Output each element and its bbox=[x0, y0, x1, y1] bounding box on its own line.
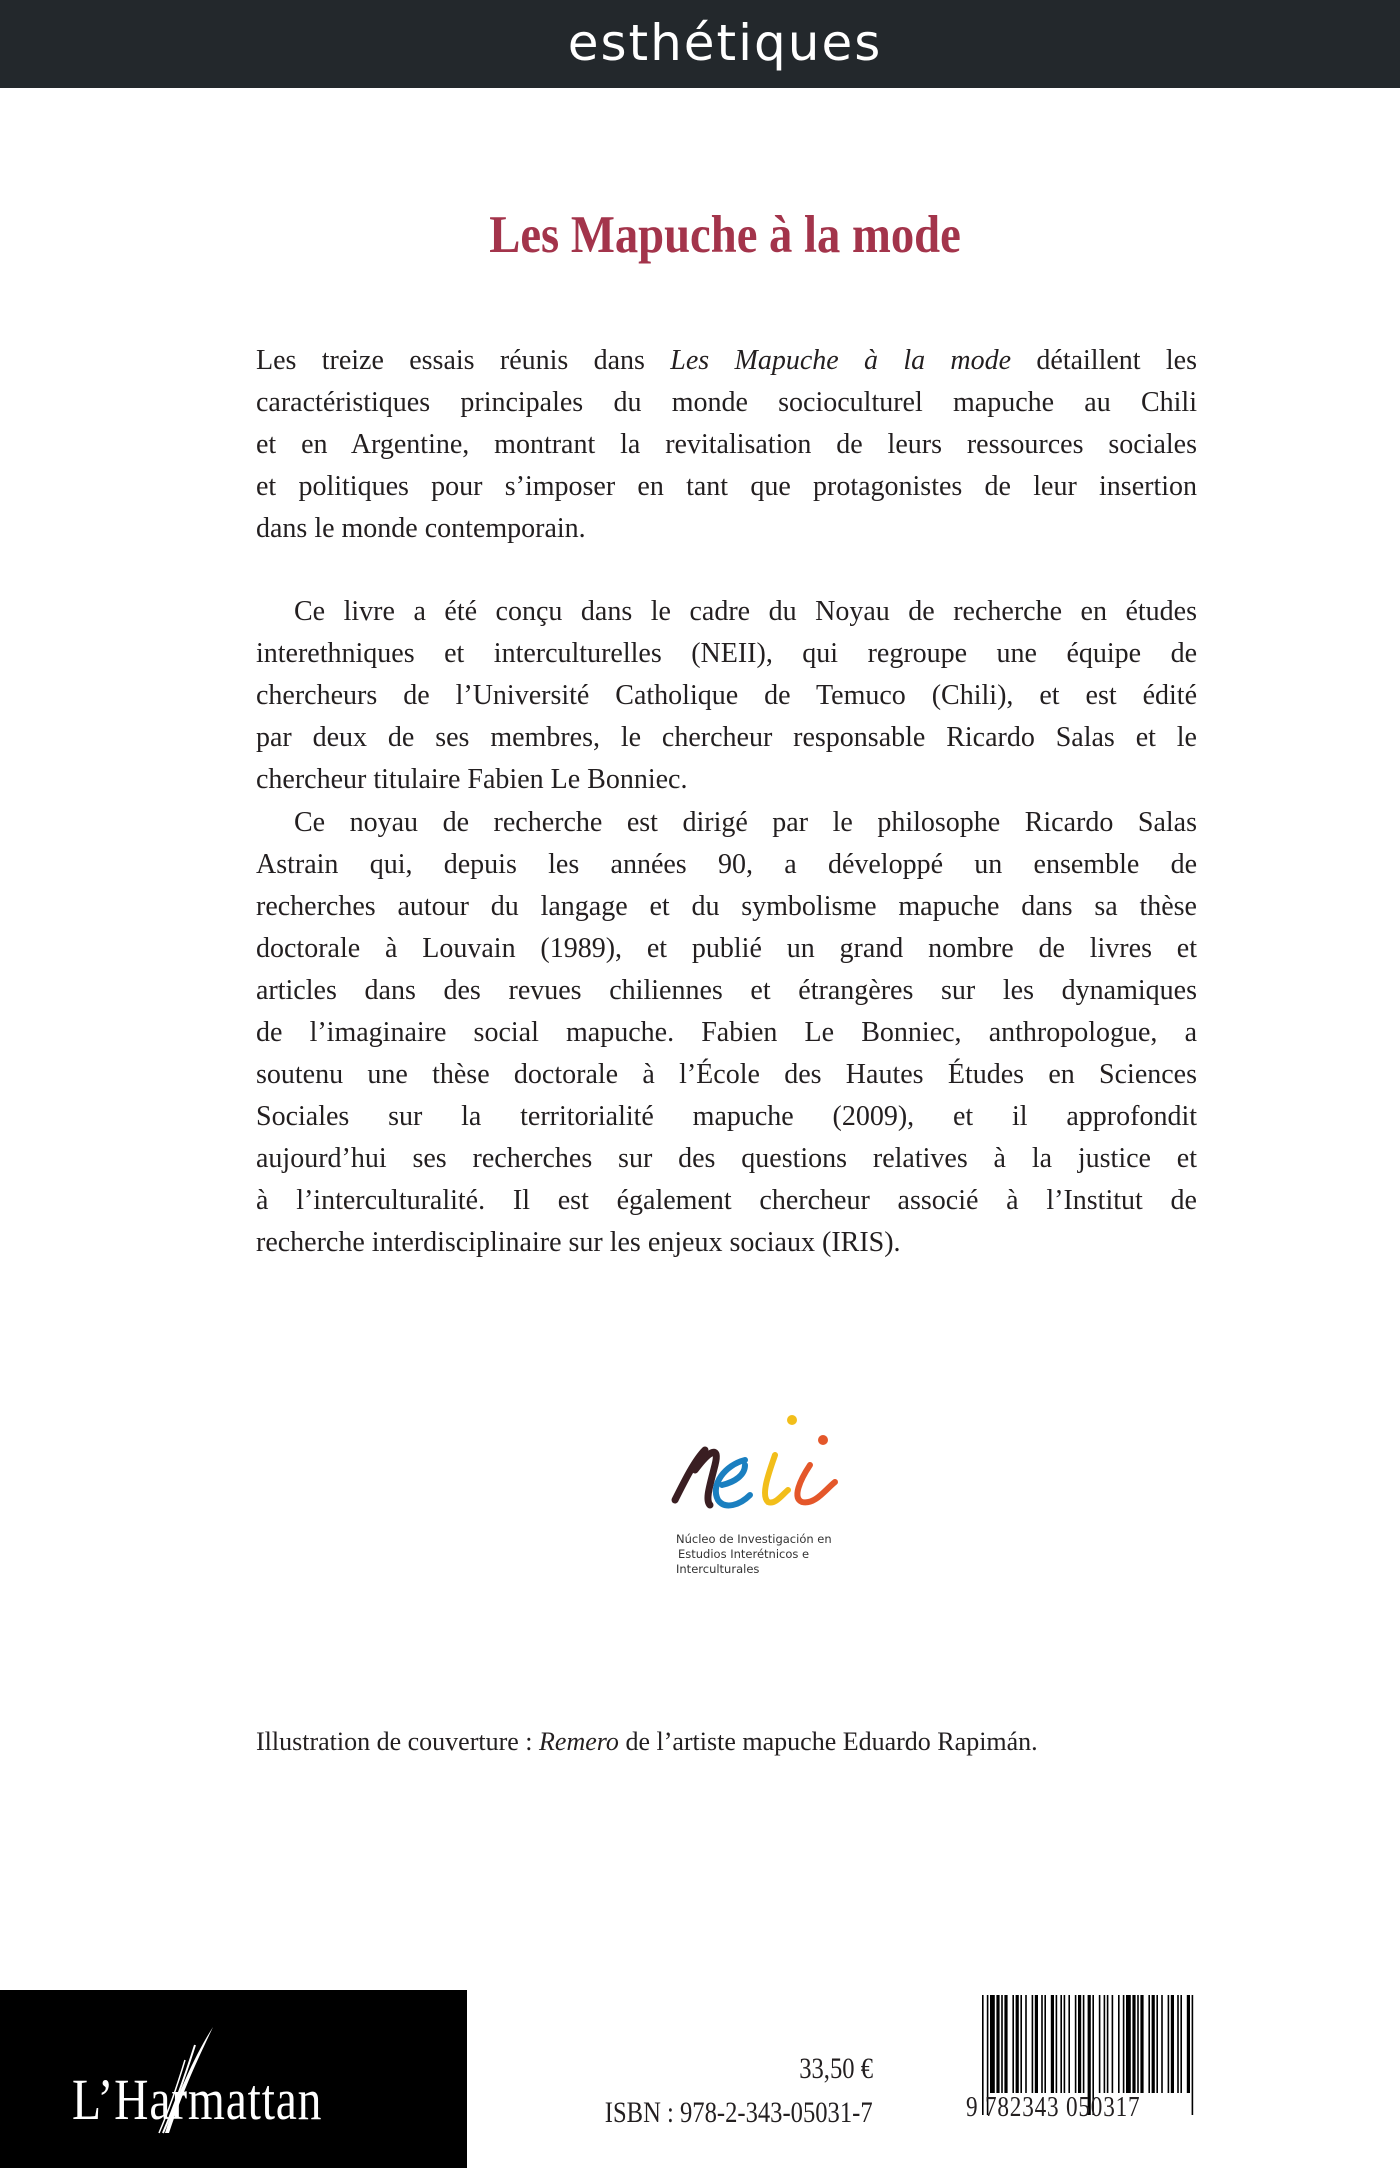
text-line: interethniques et interculturelles (NEII), qui regroupe une équipe de bbox=[256, 638, 1197, 669]
barcode-bar bbox=[1035, 1995, 1038, 2093]
neii-caption bbox=[676, 1532, 832, 1577]
barcode-bar bbox=[1168, 1995, 1170, 2093]
text: détaillent les bbox=[1011, 345, 1198, 376]
barcode-bar bbox=[1016, 1995, 1019, 2093]
barcode-bar bbox=[1187, 1995, 1190, 2093]
barcode-bar bbox=[1056, 1995, 1058, 2093]
book-title-italic: Les Mapuche à la mode bbox=[670, 345, 1012, 376]
barcode-bar bbox=[1148, 1995, 1150, 2093]
barcode-digits: 9 782343 050317 bbox=[966, 2091, 1141, 2123]
barcode-bar bbox=[1068, 1995, 1070, 2093]
caption-line: Estudios Interétnicos e bbox=[678, 1547, 810, 1561]
barcode-bar bbox=[1156, 1995, 1158, 2093]
text-line: doctorale à Louvain (1989), et publié un grand nombre de livres et bbox=[256, 933, 1197, 964]
barcode-bar bbox=[1132, 1995, 1135, 2093]
artwork-title: Remero bbox=[539, 1727, 619, 1756]
barcode-bar bbox=[1044, 1995, 1046, 2093]
book-title: Les Mapuche à la mode bbox=[489, 206, 961, 264]
text-line: et politiques pour s’imposer en tant que protagonistes de leur insertion bbox=[256, 471, 1197, 502]
text-line: aujourd’hui ses recherches sur des questions relatives à la justice et bbox=[256, 1143, 1197, 1174]
barcode-bar bbox=[1171, 1995, 1174, 2093]
text-line: Ce noyau de recherche est dirigé par le philosophe Ricardo Salas bbox=[294, 807, 1197, 838]
barcode-bar bbox=[1161, 1995, 1163, 2093]
text-line: caractéristiques principales du monde socioculturel mapuche au Chili bbox=[256, 387, 1197, 418]
caption-line: Núcleo de Investigación en bbox=[676, 1532, 832, 1546]
price: 33,50 € bbox=[799, 2052, 873, 2085]
barcode-bar bbox=[1078, 1995, 1081, 2093]
barcode-bar bbox=[1020, 1995, 1022, 2093]
text-line: et en Argentine, montrant la revitalisation de leurs ressources sociales bbox=[256, 429, 1197, 460]
barcode-bar bbox=[1180, 1995, 1182, 2093]
barcode-bar bbox=[1107, 1995, 1109, 2093]
barcode-bar bbox=[1064, 1995, 1066, 2093]
barcode-bar bbox=[1041, 1995, 1043, 2093]
barcode-bar bbox=[1051, 1995, 1054, 2093]
barcode-bar bbox=[1123, 1995, 1125, 2093]
barcode-bar bbox=[1075, 1995, 1077, 2093]
text-line: dans le monde contemporain. bbox=[256, 513, 586, 544]
text-line: par deux de ses membres, le chercheur responsable Ricardo Salas et le bbox=[256, 722, 1197, 753]
paragraph-summary bbox=[256, 340, 1197, 550]
text-line: Astrain qui, depuis les années 90, a développé un ensemble de bbox=[256, 849, 1197, 880]
barcode-bar bbox=[990, 1995, 995, 2093]
text: de l’artiste mapuche Eduardo Rapimán. bbox=[618, 1727, 1038, 1756]
barcode-bar bbox=[1012, 1995, 1014, 2093]
barcode-bar bbox=[1083, 1995, 1085, 2093]
barcode-bar bbox=[1177, 1995, 1179, 2093]
barcode-bar bbox=[1104, 1995, 1106, 2093]
series-name: esthétiques bbox=[567, 14, 883, 72]
series-band bbox=[0, 0, 1400, 88]
paragraph-authors bbox=[256, 802, 1197, 1264]
text-line bbox=[256, 340, 1197, 382]
barcode-bar bbox=[1112, 1995, 1114, 2093]
barcode-bar bbox=[1126, 1995, 1131, 2093]
text-line: Sociales sur la territorialité mapuche (2009), et il approfondit bbox=[256, 1101, 1197, 1132]
barcode-bar bbox=[1060, 1995, 1062, 2093]
barcode bbox=[966, 1995, 1197, 2123]
barcode-bar bbox=[1032, 1995, 1034, 2093]
publisher-logo bbox=[0, 1990, 467, 2168]
barcode-bar bbox=[1001, 1995, 1003, 2093]
barcode-bar bbox=[1192, 1995, 1194, 2115]
caption-line: Interculturales bbox=[676, 1562, 760, 1576]
publisher-name: L’Harmattan bbox=[72, 2067, 323, 2132]
text-line: recherches autour du langage et du symbolisme mapuche dans sa thèse bbox=[256, 891, 1197, 922]
barcode-bar bbox=[1004, 1995, 1007, 2093]
text-line: Ce livre a été conçu dans le cadre du Noyau de recherche en études bbox=[294, 596, 1197, 627]
text-line: à l’interculturalité. Il est également chercheur associé à l’Institut de bbox=[256, 1185, 1197, 1216]
text-line: chercheurs de l’Université Catholique de Temuco (Chili), et est édité bbox=[256, 680, 1197, 711]
illustration-credit bbox=[256, 1727, 1038, 1757]
text-line: de l’imaginaire social mapuche. Fabien Le Bonniec, anthropologue, a bbox=[256, 1017, 1197, 1048]
paragraph-origin bbox=[256, 591, 1197, 801]
text-line: articles dans des revues chiliennes et étrangères sur les dynamiques bbox=[256, 975, 1197, 1006]
barcode-bar bbox=[1025, 1995, 1027, 2093]
barcode-bar bbox=[996, 1995, 999, 2093]
text-line: soutenu une thèse doctorale à l’École des Hautes Études en Sciences bbox=[256, 1059, 1197, 1090]
text-line: recherche interdisciplinaire sur les enjeux sociaux (IRIS). bbox=[256, 1227, 901, 1258]
barcode-bar bbox=[1152, 1995, 1155, 2093]
text-line: chercheur titulaire Fabien Le Bonniec. bbox=[256, 764, 688, 795]
barcode-bar bbox=[1137, 1995, 1139, 2093]
text: Les treize essais réunis dans bbox=[256, 345, 671, 376]
barcode-bar bbox=[1140, 1995, 1143, 2093]
text: Illustration de couverture : bbox=[256, 1727, 540, 1756]
isbn: ISBN : 978-2-343-05031-7 bbox=[605, 2096, 873, 2129]
barcode-bar bbox=[1099, 1995, 1101, 2093]
barcode-bar bbox=[1118, 1995, 1120, 2093]
